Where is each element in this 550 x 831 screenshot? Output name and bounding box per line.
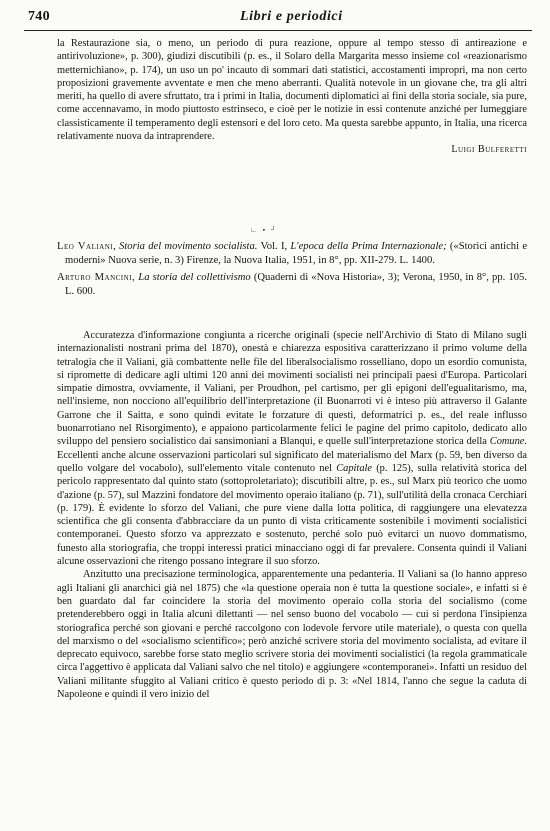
entry-volume-title: L'epoca della Prima Internazionale; xyxy=(290,241,447,252)
section-ornament: ∟ ▪ ┘ xyxy=(250,226,278,234)
paragraph-text: (p. 125), sulla relatività storica del pericolo rappresentato dal quinto stato (sottoproletariato); discutibili altre, p. es., sul Marx più teorico che uomo d'azione (p. 57), sul Mazzini fondatore del movimento operaio italiano (p. 71), sull'utilità della cronaca Cerchiari (p. 179). È evidente lo sforzo del Valiani, che pure viene dalla lotta politica, di raggiungere una elevatezza scientifica che gli consenta d'abbracciare da un punto di vista criticamente sostenibile i movimenti socialistici contemporanei. Questo sforzo va apprezzato e sostenuto, perché solo può evitarci un nuovo dommatismo, funesto alla storiografia, che troppi interessi pratici minacciano oggi di far prevalere. Consenta quindi il Valiani alcune osservazioni che ritengo possano integrare il suo sforzo. xyxy=(57,462,528,568)
entry-author: Leo Valiani xyxy=(57,241,114,252)
entry-title: Storia del movimento socialista. xyxy=(119,241,258,252)
entry-author: Arturo Mancini, xyxy=(57,271,136,283)
italic-term: Comune. xyxy=(489,436,527,448)
reviewer-signature: Luigi Bulferetti xyxy=(451,144,527,155)
entry-volume: Vol. I, xyxy=(260,241,288,252)
italic-term: Capitale xyxy=(336,462,373,474)
entry-publication: («Storici antichi e moderni» Nuova serie, n. 3) Firenze, la Nuova Italia, 1951, in 8°, pp. XII-279. L. 1400. xyxy=(65,241,528,266)
review-paragraph-1 xyxy=(57,329,527,568)
running-head xyxy=(28,9,522,29)
header-rule xyxy=(24,30,532,31)
bibliography-entries xyxy=(57,240,527,299)
page-number: 740 xyxy=(28,9,50,24)
previous-review-ending xyxy=(57,37,527,156)
paragraph-text: Eccellenti anche alcune osservazioni particolari sul significato del materialismo del Marx (p. 59, ben diverso da quello volgare del vocabolo), sull'elemento vitale contenuto nel xyxy=(57,449,527,474)
previous-review-text: la Restaurazione sia, o meno, un periodo di pura reazione, oppure al tempo stesso di antireazione e antirivoluzione», p. 300), giudizi discutibili (p. es., il Solaro della Margarita messo insieme col «reazionarismo metternichiano», p. 174), un uso un po' incauto di sommari dati statistici, accostamenti impropri, ma non certo proposizioni gravemente avventate e men che meno aberranti. Qualità notevole in un giovane che, tra gli altri meriti, ha quello di avere sfruttato, tra i primi in Italia, documenti diplomatici ai fini della storia sociale, sia pure, come accennavamo, in modo piuttosto estrinseco, e cioè per le notizie in essi contenute anziché per lumeggiare classisticamente il temperamento degli estensori e del loro ceto. Ma questa sarebbe appunto, in Italia, una ricerca relativamente nuova da intraprendere. xyxy=(57,38,527,142)
review-body xyxy=(57,329,527,701)
bibliography-entry-mancini xyxy=(57,271,527,299)
entry-publication: (Quaderni di «Nova Historia», 3); Verona, 1950, in 8°, pp. 105. L. 600. xyxy=(65,271,527,297)
bibliography-entry-valiani: Leo Valiani, Storia del movimento socialista. Vol. I, L'epoca della Prima Internazionale; («Storici antichi e moderni» Nuova serie, n. 3) Firenze, la Nuova Italia, 1951, in 8°, pp. XII-279. L. 1400. xyxy=(57,241,528,266)
paragraph-text: Accuratezza d'informazione congiunta a ricerche originali (specie nell'Archivio di Stato di Milano sugli internazionalisti nostrani prima del 1870), onestà e chiarezza espositiva caratterizzano il primo volume della tetralogia che il Valiani, già combattente nelle file del liberalsocialismo rosselliano, dopo un esordio comunista, si ripromette di dedicare agli ultimi 120 anni dei movimenti socialisti nei principali paesi d'Europa. Particolari simpatie dimostra, ovviamente, il Valiani, per Proudhon, pel cartismo, per gli epigoni dell'egualitarismo, ma, nell'insieme, non nocciono all'equilibrio dell'interpretazione (il Buonarroti vi è inteso più attraverso il Galante Garrone che il Saitta, e sono quindi evitate le forzature di questi, deformatrici p. es., del reale influsso buonarrotiano nel Risorgimento), e appaiono particolarmente felici le pagine del primo capitolo, dedicato allo sviluppo del pensiero socialistico dai sansimoniani a Blanqui, e quelle sull'interpretazione storica della xyxy=(57,330,527,448)
running-title: Libri e periodici xyxy=(240,9,343,24)
review-paragraph-2: Anzitutto una precisazione terminologica, apparentemente una pedanteria. Il Valiani sa (lo hanno appreso agli Italiani gli anarchici già nel 1875) che «la questione operaia non è tutta la questione sociale», e infatti si è ben guardato dal far coincidere la storia del movimento operaio colla storia del socialismo (come pretenderebbero oggi in Italia alcuni dilettanti — nel senso buono del vocabolo — cui si perdona l'insipienza storiografica perché son giovani e perché raccolgono con lodevole fervore utile materiale), o questa con quella del marxismo o del «socialismo scientifico»; però anziché scrivere storia del movimento socialista, ad evitare il deprecato equivoco, sarebbe forse stato meglio scrivere storia dei movimenti socialistici (la regola grammaticale circa l'aggettivo è applicata dal Valiani salvo che nel titolo) e aggiungere «contemporanei». Infatti un residuo del Valiani militante sfuggito al Valiani critico è questo periodo di p. 3: «Nel 1814, l'anno che segue la caduta di Napoleone e quindi il vero inizio del xyxy=(57,569,527,701)
entry-title: La storia del collettivismo xyxy=(138,271,251,283)
